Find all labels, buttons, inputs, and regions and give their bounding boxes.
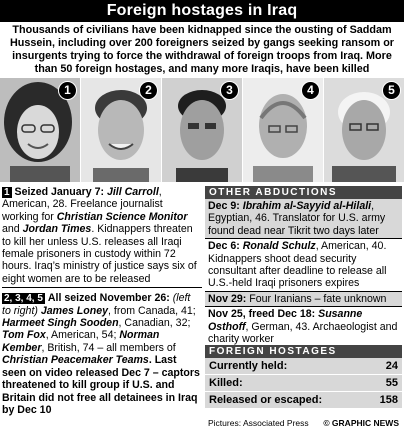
carroll-tag: 1 [4, 187, 10, 198]
other-abductions-panel [205, 186, 402, 347]
stat-value: 24 [385, 360, 398, 372]
abduction-name: Ronald Schulz [242, 240, 316, 253]
photo-number-5: 5 [382, 81, 401, 100]
group-seized-date: All seized November 26: [47, 292, 170, 305]
abduction-date: Dec 9: [208, 200, 240, 212]
abduction-text: , German, 43. Archaeologist and charity worker [208, 320, 398, 346]
carroll-text-2: . Kidnappers threaten to kill her unless U.S. releases all Iraqi female prisoners in custody within 72 hours. Iraq’s ministry of justice says six of eight women are to be released [2, 223, 197, 285]
other-abductions-heading: OTHER ABDUCTIONS [205, 186, 402, 199]
photo-number-4: 4 [301, 81, 320, 100]
abduction-date: Nov 25, freed Dec 18: [208, 308, 316, 321]
group-entry [2, 292, 202, 416]
abduction-item [205, 307, 402, 347]
stat-row-killed [205, 375, 402, 392]
abduction-name: Susanne Osthoff [208, 308, 363, 333]
hostage-photo-5 [324, 78, 404, 182]
group-desc-4: , British, 74 – all members of [41, 341, 176, 354]
abduction-text: , Egyptian, 46. Translator for U.S. army found dead near Tikrit two days later [208, 200, 386, 237]
carroll-and: and [2, 223, 23, 236]
carroll-outlet-1: Christian Science Monitor [56, 210, 188, 223]
footer-credits [205, 417, 402, 429]
group-name-3: Tom Fox [2, 329, 46, 342]
group-org: Christian Peacemaker Teams [2, 354, 149, 367]
stat-label: Killed: [209, 377, 243, 389]
carroll-entry [2, 186, 202, 285]
intro-text: Thousands of civilians have been kidnapped since the ousting of Saddam Hussein, including over 200 foreigners seized by gangs seeking ransom or insurgents trying to force the withdrawal of foreign troops from Iraq. More than 50 foreign hostages, and many more Iraqis, have been killed [9, 24, 394, 75]
stat-label: Currently held: [209, 360, 288, 372]
photo-credit: Pictures: Associated Press [208, 418, 309, 428]
group-text: . Last seen on video released Dec 7 – captors threatened to kill group if U.S. and Britain did not free all detainees in Iraq by Dec 10 [2, 354, 200, 416]
stat-value: 158 [379, 394, 398, 406]
group-desc-2: , Canadian, 32; [118, 317, 191, 330]
section-divider [2, 287, 202, 289]
group-order-note: (left to right) [2, 292, 191, 317]
group-tag: 2, 3, 4, 5 [4, 293, 43, 305]
hostage-photo-4 [243, 78, 323, 182]
hostage-details [2, 186, 202, 416]
stat-value: 55 [385, 377, 398, 389]
photo-number-3: 3 [220, 81, 239, 100]
abduction-item [205, 239, 402, 292]
stat-label: Released or escaped: [209, 394, 323, 406]
group-name-4: Norman Kember [2, 329, 160, 354]
carroll-name: Jill Carroll [106, 186, 159, 198]
stats-heading: FOREIGN HOSTAGES [205, 345, 402, 358]
photo-number-2: 2 [139, 81, 158, 100]
abduction-date: Nov 29: [208, 292, 247, 305]
foreign-hostages-stats [205, 345, 402, 409]
carroll-seized-date: Seized January 7: [14, 186, 105, 198]
abduction-item [205, 292, 402, 307]
carroll-text-1: , American, 28. Freelance journalist working for [2, 186, 163, 223]
hostage-photo-2 [81, 78, 161, 182]
hostage-photo-1 [0, 78, 80, 182]
group-name-1: James Loney [40, 304, 109, 317]
hostage-photo-3 [162, 78, 242, 182]
stat-row-released [205, 392, 402, 409]
abduction-date: Dec 6: [208, 240, 240, 253]
stat-row-currently-held [205, 358, 402, 375]
abduction-name: Ibrahim al-Sayyid al-Hilali [242, 200, 372, 212]
photo-number-1: 1 [58, 81, 77, 100]
hostage-photo-strip [0, 78, 404, 182]
brand-credit: © GRAPHIC NEWS [323, 418, 399, 428]
group-desc-3: , American, 54; [45, 329, 120, 342]
carroll-outlet-2: Jordan Times [22, 223, 92, 236]
abduction-item [205, 199, 402, 239]
abduction-text: , American, 40. Kidnappers shoot dead security consultant after deadline to release all U.S.-held Iraqi prisoners expires [208, 240, 387, 290]
group-desc-1: , from Canada, 41; [108, 304, 196, 317]
page-title: Foreign hostages in Iraq [0, 0, 404, 22]
abduction-text: Four Iranians – fate unknown [246, 292, 387, 305]
group-name-2: Harmeet Singh Sooden [2, 317, 119, 330]
